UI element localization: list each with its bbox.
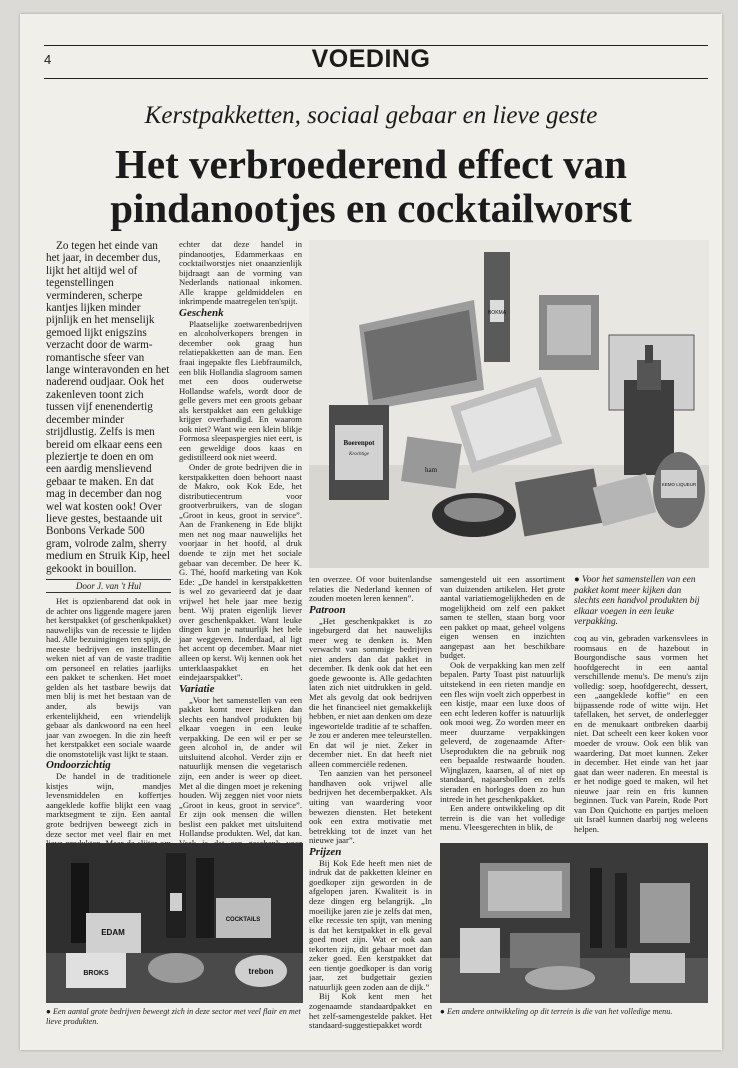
column-1-text: Het is opzienbarend dat ook in de achter ons liggende magere jaren het kerstpakket (of geschenkpakket) nauwelijks van de recessie te lijden had. Alle bezuinigingen ten spijt, de meeste bedrijven en instellingen weken niet af van de vaste traditie om personeel en relaties jaarlijks een pakket te schenken. Het moet gelden als het tastbare bewijs dat men blij is met het bestaan van de ander, als bewijs van erkentelijkheid, een vriendelijk gebaar als dankwoord na een heel jaar van zwoegen. In die zin heeft het kerstpakket een sociale waarde die onomstotelijk vast lijkt te staan. Ondoorzichtig De handel in de traditionele kistjes wijn, mandjes levensmiddelen en koffertjes aangeklede koffie blijkt een vaag marktsegment te zijn. Een aantal grote bedrijven beweegt zich in deze sector met veel flair en met <box>46 595 171 839</box>
subheading-ondoorzichtig: Ondoorzichtig <box>46 759 111 772</box>
bullet-icon: ● <box>46 1007 51 1016</box>
column-5-text: coq au vin, gebraden varkensvlees in roomsaus en de hazebout in Bourgondische saus vormen het hoofdgerecht in een aantal verschillende menu's. De menu's zijn volledig: soep, hoofdgerecht, dessert, een „aangeklede koffie” en een bijpassende rode of witte wijn. Het tafellaken, het servet, de onderlegger en de menukaart ontbreken daarbij niet. Dat scheelt een keer koken voor moeder de vrouw. Ook een blik van waardering. Dat moet kunnen. Zeker in december. Het einde van het jaar gaat dan weer naderen. En meestal is er het nodige goed te maken, wil het nieuwe jaar rein en fris kunnen beginnen. Tuck van Parein, Rode Port van Don Quichotte en partjes meloen uit Israël kunnen daarbij nog weleens helpen. <box>574 632 708 834</box>
subheading-patroon: Patroon <box>309 603 346 616</box>
column-1 <box>46 240 171 839</box>
page-number: 4 <box>44 52 52 67</box>
photo-label-drink: KEMO LIQUEUR <box>661 482 697 487</box>
caption-right: ● Een andere ontwikkeling op dit terrein is die van het volledige menu. <box>440 1007 673 1016</box>
column-5 <box>574 575 708 837</box>
bullet-icon: ● <box>440 1007 445 1016</box>
column-3 <box>309 575 432 1045</box>
intro-text: Zo tegen het einde van het jaar, in december dus, lijkt het altijd wel of tegenstellingen verminderen, scherpe kantjes lijken minder pijnlijk en het menselijk gemoed lijkt enigszins verzacht door de warm-romantische sfeer van lange winteravonden en het naderend oudjaar. Ook het zakenleven toont zich tussen vijf enenendertig december minder strijdlustig. Zelfs is men bereid om elkaar eens een pleziertje te doen en om een aardig menslievend gebaar te maken. En dat mag in december dan nog wel wat kosten ook! Over lieve gestes, bestaande uit Bonbons Verkade 500 gram, volrode zalm, sherry medium en Struik Kip, heel gekookt in bouillon. <box>46 240 170 575</box>
headline-line-1: Het verbroederend effect van <box>115 141 627 187</box>
subheading-geschenk: Geschenk <box>179 306 224 319</box>
column-4 <box>440 575 565 837</box>
top-rule <box>44 45 708 46</box>
photo-label-tin: Boerenpot <box>343 439 375 447</box>
photo-label-cocktails: COCKTAILS <box>225 917 261 923</box>
photo-label-broks: BROKS <box>83 970 109 977</box>
photo-label-trebon: trebon <box>248 967 274 976</box>
section-rule <box>44 78 708 79</box>
byline: Door J. van 't Hul <box>46 579 171 593</box>
subheading-variatie: Variatie <box>179 682 215 695</box>
newspaper-page <box>20 14 722 1050</box>
bullet-icon: ● <box>574 575 580 585</box>
photo-label-edam: EDAM <box>101 928 125 937</box>
caption-left: ● Een aantal grote bedrijven beweegt zich in deze sector met veel flair en met lieve produkten. <box>46 1007 301 1026</box>
kicker: Kerstpakketten, sociaal gebaar en lieve geste <box>144 102 598 129</box>
headline <box>20 142 722 230</box>
column-4-text: samengesteld uit een assortiment van duizenden artikelen. Het grote aantal variatiemogelijkheden en de mogelijkheid om zelf een pakket samen te stellen, staan borg voor een pakket op maat, geheel volgens eigen wensen en inzichten aangepast aan het beschikbare budget. Ook de verpakking kan men zelf bepalen. Party Toast pist natuurlijk uitstekend in een rieten mandje en een fles wijn voelt zich opperbest in een kistje, maar een luxe doos of een echt lederen koffer is natuurlijk ook mooi weg. Zo worden meer en meer duurzame verpakkingen geleverd, de zogenaamde After-Useprodukten die na gebruik nog een bepaalde restwaarde houden. Wijnglazen, kaarsen, al of niet op standaard, najaarsbollen en zelfs sieraden en horloges doen zo hun intrede in het geschenkpakket. Een andere ontwikkeling op dit terrein is die van het volledige menu. Vleesgerechten in blik, de <box>440 574 565 833</box>
photo-gift-packages <box>309 240 709 568</box>
section-title: VOEDING <box>311 45 431 73</box>
photo-products-left <box>46 843 303 1003</box>
photo-label-tin-sub: Krachtige <box>349 452 369 457</box>
subheading-prijzen: Prijzen <box>309 845 342 858</box>
photo-label-ham: ham <box>424 466 438 474</box>
photo-label-bottle: BOKMA <box>487 310 507 316</box>
photo-full-menu <box>440 843 708 1003</box>
headline-line-2: pindanootjes en cocktailworst <box>110 185 632 231</box>
column-3-text: ten overzee. Of voor buitenlandse relaties die Nederland kennen of zouden moeten leren kennen”. Patroon „Het geschenkpakket is zo ingeburgerd dat het nauwelijks meer weg te denken is. Men verwacht van sommige bedrijven niet anders dan dat pakket in december. Ik denk ook dat het een goede gewoonte is. Alle gedachten laten zich niet uitdrukken in geld. Met als gevolg dat ook bedrijven die het financieel niet gemakkelijk hebben, er niet aan denken om deze ingewortelde traditie af te schaffen. Je zou er anderen mee teleurstellen. En dat wil je niet. Zeker in december niet. En dat heeft niet alleen commerciële redenen. Ten aanzien van het personeel handhaven ook vrijwel alle bedrijven het decemberpakket. Als uiting van waardering voor bewezen diensten. Het betekent ook een extra motivatie met betrekking tot de inzet van het nieuwe jaar”. Prijzen Bij Kok Ede heeft men niet de indruk dat de pakketten kleiner en goedkoper zijn geworden in de afgelopen jaren. Kwaliteit is in deze dingen erg belangrijk. „In moeilijke jaren zie je zelfs dat men, elke recessie ten spijt, van mening is dat het kerstpakket in elk geval goed moet zijn. Wat er ook aan tekorten zijn, dit gebaar moet dan zeker goed. Een kerstpakket dat een tientje goedkoper is dan vorig jaar, zet budgettair gezien natuurlijk geen zoden aan de dijk.” Bij Kok kent men het zogenaamde standaardpakket en het zelf-samengestelde pakket. Het standaard-suggestiepakket wordt <box>309 574 432 1031</box>
column-2 <box>179 239 302 839</box>
pull-quote: ● Voor het samenstellen van een pakket komt meer kijken dan slechts een handvol produkten bij elkaar voegen in een leuke verpakking. <box>574 575 700 628</box>
column-2-text: echter dat deze handel in pindanootjes, Edammerkaas en cocktailworstjes niet onaanzienlijk bijdraagt aan de vorming van Nederlands nationaal inkomen. Alle krappe geldmiddelen en inkrimpende maatregelen ten'spijt. Geschenk Plaatselijke zoetwarenbedrijven en alcoholverkopers brengen in december ook graag hun relatiepakketten aan de man. Een fraai ingepakte fles Liebfraumilch, een blik Hollandia slagroom samen met een doos ouderwetse Hollandse wafels, wordt door de gelle gevers met een groots gebaar als kerstpakket aan een gelukkige krijger overhandigd. En waarom ook niet? Want wie een klein blikje Formosa sleepaspergies niet eert, is een geweldige doos kaas en gedistilleerd ook niet weerd. Onder de grote bedrijven die in kerstpakketten doen behoort naast de Makro, ook Kok Ede, het distributiecentrum voor grootverbruikers, van de slogan „Groot in keus, groot in service”. Aan de Frankeneng in Ede blijkt men net nog maar nauwelijks het voorjaar in het hoofd, al druk doende te zijn met het sociale gebaar van december. De heer K. G. Thé, hoofd marketing van Kok Ede: „De handel in kerstpakketten is wel zo gevarieerd dat je daar vrijwel het hele jaar mee bezig bent. Wij praten eigenlijk liever over geschenkpakket. Want leuke dingen kun je natuurlijk het hele jaar weggeven. Inderdaad, al ligt het accent op december. Maar niet alleen op kerst. Wij kennen ook het unterklaaspakket en het eindejaarspakket”. Variatie „Voor het samenstellen van een pakket komt meer kijken dan slechts een handvol produkten bij elkaar voegen in een leuke verpakking. De een wil er per se geen alcohol in, de ander wil uitsluitend alcohol. Verder zijn er natuurlijk mensen die vegetarisch zijn, een ander is weer op dieet. Met al die dingen moet je rekening houden. Wij zeggen niet voor niets „Groot in keus, groot in service”. Er zijn ook mensen die willen beslist een pakket met uitsluitend Hollandse produkten. Wel, dat kan. <box>179 239 302 839</box>
